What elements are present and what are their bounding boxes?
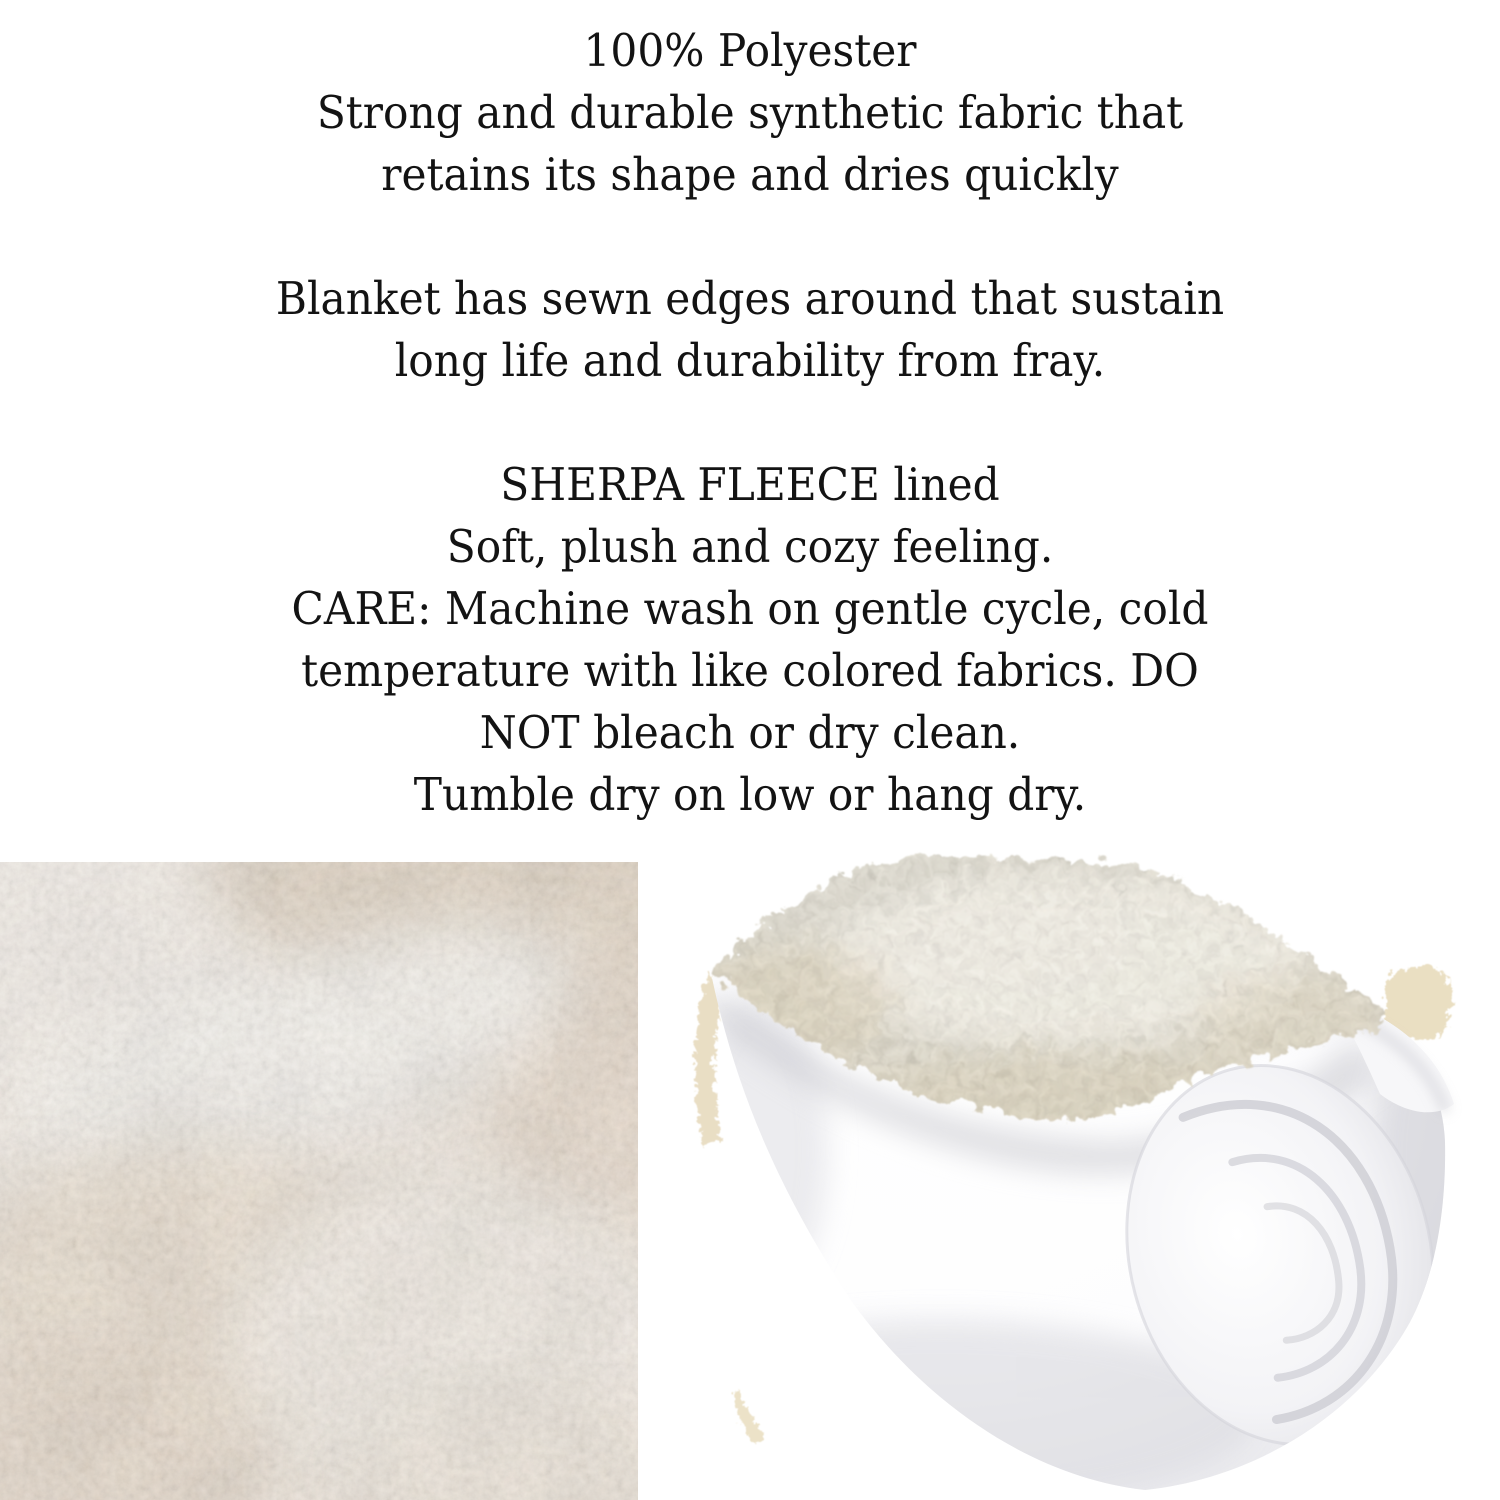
blanket-roll-photo bbox=[640, 850, 1500, 1500]
fleece-texture-graphic bbox=[0, 862, 638, 1500]
description-line: 100% Polyester bbox=[583, 24, 917, 77]
description-line: retains its shape and dries quickly bbox=[381, 148, 1119, 201]
description-line: long life and durability from fray. bbox=[394, 334, 1106, 387]
description-line: CARE: Machine wash on gentle cycle, cold bbox=[291, 582, 1209, 635]
blanket-roll-graphic bbox=[640, 850, 1500, 1500]
polyester-paragraph bbox=[0, 20, 1500, 206]
description-line: Soft, plush and cozy feeling. bbox=[446, 520, 1054, 573]
product-description bbox=[0, 20, 1500, 826]
fleece-closeup-photo bbox=[0, 862, 638, 1500]
description-line: Tumble dry on low or hang dry. bbox=[413, 768, 1087, 821]
description-line: temperature with like colored fabrics. DO bbox=[301, 644, 1199, 697]
description-line: Blanket has sewn edges around that sustain bbox=[275, 272, 1225, 325]
care-paragraph bbox=[0, 454, 1500, 826]
sewn-edges-paragraph bbox=[0, 268, 1500, 392]
description-line: NOT bleach or dry clean. bbox=[479, 706, 1021, 759]
description-line: SHERPA FLEECE lined bbox=[500, 458, 1000, 511]
description-line: Strong and durable synthetic fabric that bbox=[316, 86, 1184, 139]
